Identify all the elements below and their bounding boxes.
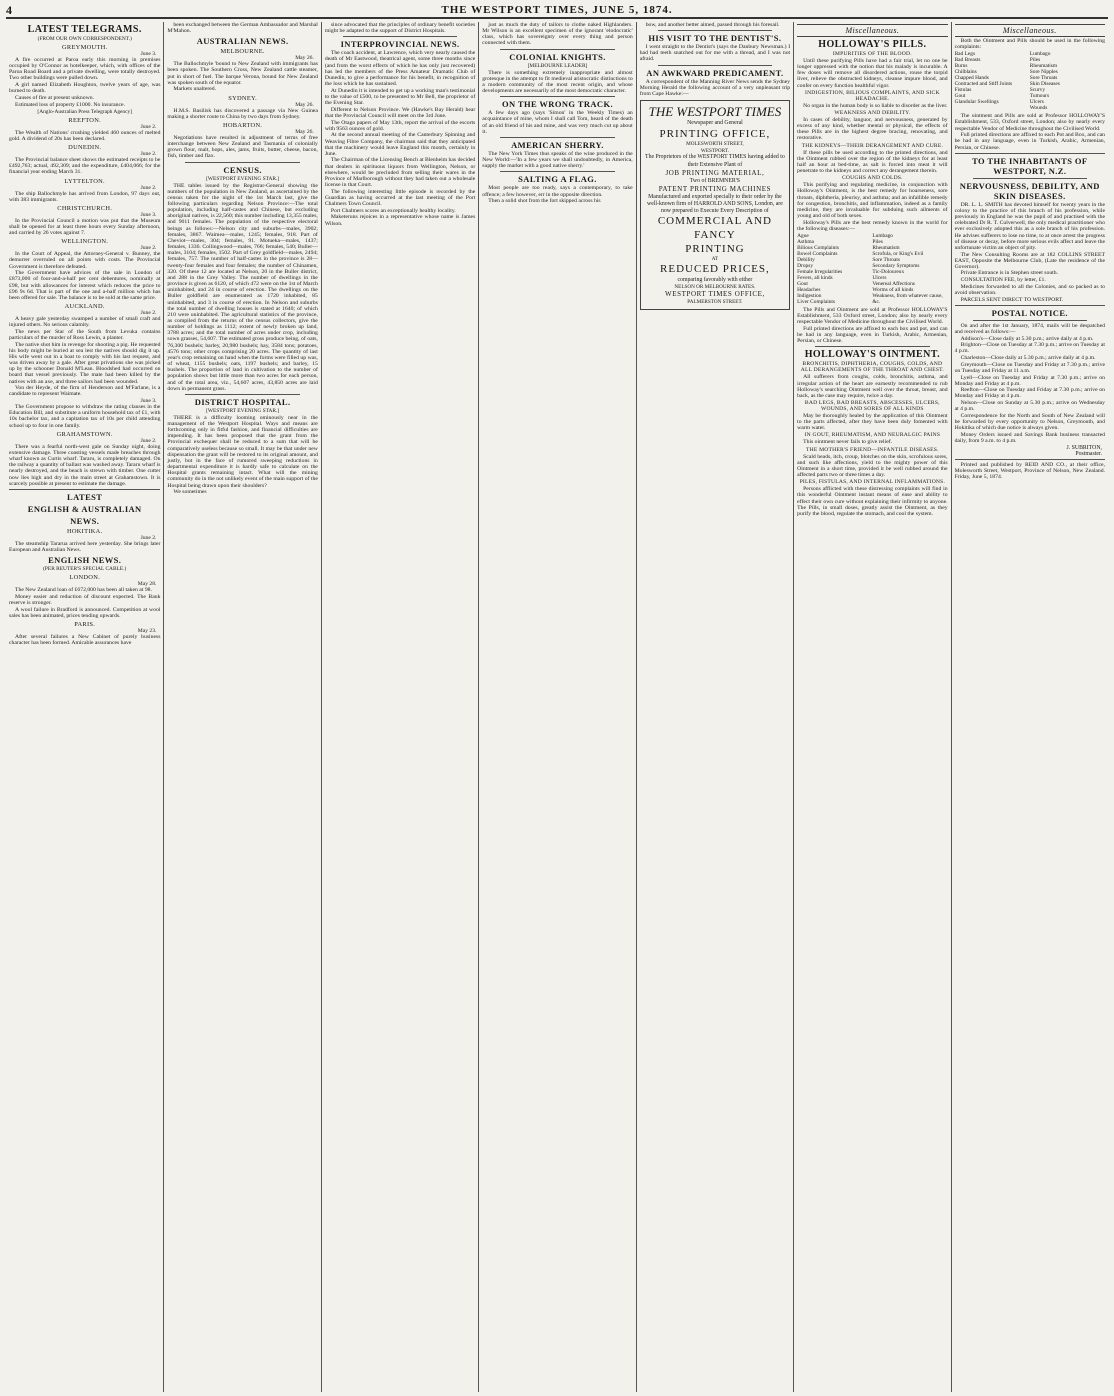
article-paragraph: The New York Times thus speaks of the wine produced in the New World:—'In a few years we shall undoubtedly, in America, supply the market with a good native sherry.' [482, 150, 633, 170]
dateline: HOBARTON. [222, 121, 263, 129]
ailment-item: Wounds [1029, 105, 1048, 112]
section-heading: ENGLISH NEWS. [48, 555, 122, 566]
ailment-item: Ulcers [872, 274, 887, 281]
article-paragraph: A heavy gale yesterday swamped a number of small craft and injured others. No serious calamity. [9, 316, 161, 329]
article-paragraph: The New Consulting Rooms are at 182 COLLINS STREET EAST, Opposite the Melbourne Club, (Late the residence of the Governor). [954, 251, 1105, 270]
signature-line: J. SUBRITON, [1066, 444, 1102, 451]
ailment-item: Rheumatism [1029, 63, 1058, 70]
dateline: LYTTELTON. [64, 177, 105, 185]
dateline: AUCKLAND. [64, 303, 105, 311]
source-line: [WESTPORT EVENING STAR.] [206, 407, 280, 414]
article-paragraph: Money easier and reduction of discount expected. The Bank reserve is stronger. [9, 593, 161, 606]
article-paragraph: H.M.S. Basilisk has discovered a passage via New Guinea making a shorter route to China by two days from Sydney. [167, 107, 318, 120]
ailment-item: Female Irregularities [797, 268, 843, 275]
article-paragraph: just as much the duty of tailors to clothe naked Highlanders. Mr Wilson is an excellent specimen of the ignorant 'elodocratic' class, which has sovereignty over every thing and person connected with them. [482, 22, 633, 47]
ailment-item: Headaches [797, 286, 821, 293]
article-paragraph: Greymouth—Close on Tuesday and Friday at 7.30 p.m.; arrive on Tuesday and Friday at 11 a.m. [954, 361, 1105, 374]
article-paragraph: CONSULTATION FEE, by letter, £1. [960, 277, 1046, 284]
advertisement-line: Two of BREMNER'S [689, 177, 741, 184]
ailment-item: Sore Nipples [1029, 69, 1058, 76]
date-line: May 26. [295, 55, 314, 62]
article-paragraph: Brighton—Close on Tuesday at 7.30 p.m.; arrive on Tuesday at 4 p.m. [954, 342, 1105, 355]
column-1 [6, 22, 163, 1392]
article-paragraph: All sufferers from coughs, colds, bronchitis, asthma, and irregular action of the heart are earnestly recommended to rub Holloway's searching Ointment well over the throat, breast, and back, as the case may require, twice a day. [797, 374, 948, 399]
ailment-list [955, 51, 1105, 111]
divider-rule [9, 489, 160, 490]
advertisement-line: JOB PRINTING MATERIAL, [665, 168, 765, 177]
article-paragraph: The Ballochmyle 'bound to New Zealand with immigrants has been spoken. The Southern Cross, New Zealand cattle steamer, put in short of fuel. The barque Verona, bound for New Zealand was spoken south of the equator. [167, 61, 318, 86]
advertisement-line: The Proprietors of the WESTPORT TIMES having added to their Extensive Plant of [645, 154, 785, 168]
ailment-item: Dropsy [797, 262, 814, 269]
advertisement-line: MOLESWORTH STREET, [686, 141, 744, 148]
ailment-item: Fistulas [954, 87, 972, 94]
ailment-list-column [955, 51, 1030, 111]
ailment-item: Ulcers [1029, 99, 1044, 106]
divider-rule [500, 96, 614, 97]
section-heading: Miscellaneous. [955, 24, 1105, 37]
source-line: [WESTPORT EVENING STAR.] [206, 175, 280, 182]
dateline: CHRISTCHURCH. [57, 204, 113, 212]
article-paragraph: The following interesting little episode is recorded by the Guardian as having occurred at the last meeting of the Port Chalmers Town Council. [324, 188, 476, 208]
article-paragraph: The Government have advices of the sale in London of £873,000 of four-and-a-half per cent debentures, nominally at £98, but with allowances for interest which reduces the price to £96 9s 6d. That is part of the one and a-half million which has been offered for sale. The balance is to be sold at the same price. [9, 270, 161, 301]
article-paragraph: At the second annual meeting of the Canterbury Spinning and Weaving Fibre Company, the chairman said that they anticipated that the machinery would leave England this month, certainly in June. [324, 132, 476, 157]
article-paragraph: Until these purifying Pills have had a fair trial, let no one be longer oppressed with the notion that his malady is incurable. A few doses will remove all disordered actions, rouse the torpid liver, relieve the obstructed kidneys, cleanse impure blood, and confer on every function healthful vigor. [797, 58, 948, 89]
date-line: June 2. [140, 184, 157, 191]
section-heading: LATEST TELEGRAMS. [27, 24, 142, 35]
article-paragraph: A few days ago (says 'Simon' in the Weekly Times) an acquaintance of mine, whom I shall call Tom, heard of the death of an old friend of his and mine, and was very much cut up about it. [482, 110, 633, 135]
article-paragraph: In the Provincial Council a motion was put that the Museum shall be opened for at least three hours every Sunday afternoon, and carried by 26 votes against 7. [9, 217, 161, 237]
divider-rule [500, 49, 614, 50]
article-paragraph: Holloway's Pills are the best remedy known in the world for the following diseases:— [797, 219, 948, 232]
section-heading: LATEST [67, 491, 103, 502]
date-line: June 2. [140, 310, 157, 317]
ailment-list-column [797, 233, 872, 305]
article-paragraph: Port Chalmers scores an exceptionally healthy locality. [330, 207, 456, 214]
ailment-list-column [872, 233, 947, 305]
ailment-item: Indigestion [797, 292, 822, 299]
advertisement-line: PALMERSTON STREET. [687, 299, 743, 306]
ailment-item: Skin Diseases [1029, 81, 1060, 88]
divider-rule [973, 320, 1087, 321]
ailment-item: Bowel Complaints [797, 250, 838, 257]
article-paragraph: Private Entrance is in Stephen street south. [960, 270, 1059, 277]
article-paragraph: If these pills be used according to the printed directions, and the Ointment rubbed over the region of the kidneys for at least half an hour at bed-time, as salt is forced into meat it will penetrate to the kidneys and correct any derangement therein. [797, 149, 948, 175]
divider-rule [343, 36, 457, 37]
advertisement-line: PATENT PRINTING MACHINES [658, 184, 772, 193]
page-number: 4 [6, 2, 12, 17]
article-paragraph: Most people are too ready, says a contemporary, to take offence; a few however, err in the opposite direction. [482, 185, 633, 198]
section-heading: NERVOUSNESS, DEBILITY, AND SKIN DISEASES. [959, 180, 1100, 201]
article-paragraph: Both the Ointment and Pills should be used in the following complaints: [954, 38, 1105, 51]
article-paragraph: Full printed directions are affixed to each Pot and Box, and can be had in any language, even in Turkish, Arabic, Armenian, Persian, or Chinese. [954, 132, 1105, 151]
subheading: COUGHS AND COLDS. [841, 175, 903, 182]
section-heading: AUSTRALIAN NEWS. [196, 36, 289, 47]
subheading: INDIGESTION, BILIOUS COMPLAINTS, AND SICK HEADACHE. [805, 89, 940, 102]
section-heading: AMERICAN SHERRY. [511, 139, 604, 150]
dateline: HOKITIKA. [66, 527, 103, 535]
article-paragraph: No organ in the human body is so liable to disorder as the liver. [803, 102, 948, 109]
ailment-item: Ague [797, 232, 809, 239]
article-paragraph: Persons afflicted with these distressing complaints will find in this wonderful Ointment instant means of ease and ability to effect their own cure without explaining their infirmity to anyone. The Pills, in small doses, greatly assist the Ointment, as they purify the blood, regulate the stomach, and cool the system. [797, 486, 948, 517]
article-paragraph: bow, and another better aimed, passed through his foresail. [645, 22, 780, 28]
article-paragraph: This purifying and regulating medicine, in conjunction with Holloway's Ointment, is the best remedy for hoarseness, sore throats, diphtheria, pleurisy, and asthma; and an infallible remedy for congestion, bronchitis, and inflammation, indeed as a family medicine, they are invaluable for subduing such ailments of young and old of both sexes. [797, 182, 948, 219]
dateline: LONDON. [69, 574, 101, 582]
article-paragraph: We sometimes [173, 489, 207, 496]
date-line: June 2. [140, 151, 157, 158]
article-paragraph: Money Orders issued and Savings Bank business transacted daily, from 9 a.m. to 4 p.m. [954, 431, 1105, 445]
section-heading: SALTING A FLAG. [518, 174, 597, 185]
article-paragraph: Then a solid shot from the fort skipped across his [488, 198, 601, 205]
column-4 [478, 22, 635, 1392]
advertisement-line: WESTPORT TIMES OFFICE, [665, 290, 765, 299]
signature-line: Postmaster. [1075, 450, 1102, 457]
ailment-item: Burns [954, 63, 968, 70]
article-paragraph: THERE is a difficulty looming ominously near in the management of the Westport Hospital. Ways and means are forthcoming only in fitful fashion, and financial difficulties are impending. It has been proposed that the grant from the Provincial exchequer shall be reduced to a sum that will be comparatively useless because so small. It may be that under new dispensation the grant will be restored to its original amount, and justly, but in the face of rumored sweeping reductions in departmental expenditure it is hardly safe to calculate on the Hospital grants remaining intact. What will the mining community do in the not unlikely event of the main support of the Hospital being drawn upon their shoulders? [167, 414, 318, 489]
article-paragraph: Causes of fire at present unknown. [15, 94, 94, 101]
newspaper-columns [6, 22, 1108, 1392]
dateline: REEFTON. [68, 116, 102, 124]
article-paragraph: Charleston—Close daily at 5.30 p.m.; arrive daily at 4 p.m. [960, 355, 1096, 362]
ailment-item: Worms of all kinds [872, 286, 914, 293]
ailment-item: Secondary Symptoms [872, 262, 920, 269]
article-paragraph: Nelson—Close on Sunday at 5.30 p.m.; arrive on Wednesday at 4 p.m. [954, 400, 1105, 413]
ailment-list-column [1030, 51, 1105, 111]
article-paragraph: Medicines forwarded to all the Colonies, and so packed as to avoid observation. [954, 283, 1105, 296]
section-heading: Miscellaneous. [797, 24, 947, 37]
section-heading: NEWS. [70, 515, 100, 526]
date-line: May 23. [137, 627, 157, 634]
ailment-item: Piles [872, 238, 883, 245]
source-line: [MELBOURNE LEADER] [527, 62, 588, 69]
newspaper-title: THE WESTPORT TIMES, JUNE 5, 1874. [441, 4, 673, 16]
advertisement-line: PRINTING OFFICE, [659, 127, 771, 140]
ailment-item: Sore Throats [872, 256, 900, 263]
section-heading: POSTAL NOTICE. [991, 307, 1068, 318]
article-paragraph: Von der Heyde, of the firm of Henderson and M'Farlane, is a candidate to represent Waimate. [9, 385, 161, 398]
divider-rule [973, 178, 1087, 179]
ailment-item: Bad Breasts [954, 57, 981, 64]
subheading: IN GOUT, RHEUMATISM, AND NEURALGIC PAINS [804, 432, 941, 439]
ailment-item: Piles [1029, 57, 1041, 64]
divider-rule [185, 162, 299, 163]
ailment-item: Rheumatism [872, 244, 900, 251]
printing-office-advertisement [640, 100, 790, 310]
column-6 [793, 22, 950, 1392]
article-paragraph: There was a fearful north-west gale on Sunday night, doing extensive damage. Three coasting vessels made breaches through wharf known as Curtis wharf. Tararu, is completely damaged. On the railway a quantity of ballast was washed away. Tararu wharf is nearly destroyed, and the beach is strewn with timber. One cutter now lies high and dry in the main street at Grahamstown. It is scarcely possible at present to estimate the damage. [9, 443, 161, 487]
ailment-item: Glandular Swellings [954, 99, 999, 106]
advertisement-line: comparing favorably with either [677, 276, 753, 283]
source-line: (PER REUTER'S SPECIAL CABLE.) [43, 566, 127, 573]
article-paragraph: The Provincial balance sheet shows the estimated receipts to be £492,763; actual, 492,309; and the expenditure, £404,066; for the financial year ending March 31. [9, 157, 161, 176]
dateline: GRAHAMSTOWN. [56, 430, 113, 438]
article-paragraph: Reefton—Close on Tuesday and Friday at 7.30 p.m.; arrive on Monday and Friday at 4 p.m. [954, 387, 1105, 400]
divider-rule [658, 65, 772, 66]
article-paragraph: A girl named Elizabeth Houghton, twelve years of age, was burned to death. [9, 82, 161, 95]
ailment-item: Gout [797, 280, 808, 287]
ailment-item: Liver Complaints [797, 298, 836, 305]
ailment-item: Bad Legs [954, 51, 976, 58]
date-line: June 2. [140, 245, 157, 252]
date-line: May 26. [295, 101, 314, 108]
article-paragraph: The news per Star of the South from Levuka contains particulars of the murder of Ross Lewin, a planter. [9, 328, 161, 342]
dateline: DUNEDIN. [68, 144, 102, 152]
ailment-item: Scrofula, or King's Evil [872, 250, 924, 257]
divider-rule [658, 30, 772, 31]
section-heading: COLONIAL KNIGHTS. [509, 51, 606, 62]
date-line: June 2. [140, 534, 157, 541]
section-heading: ON THE WRONG TRACK. [501, 99, 614, 110]
divider-rule [185, 394, 299, 395]
article-paragraph: Maketeruns rejoices in a representative whose name is James Wilson. [324, 214, 476, 227]
article-paragraph: Scald heads, itch, croup, blotches on the skin, scrofulous sores, and such like affections, yield to the mighty power of this Ointment in a short time, provided it be well rubbed around the affected parts two or three times a day. [797, 453, 948, 479]
article-paragraph: Addison's—Close daily at 5.30 p.m.; arrive daily at 4 p.m. [960, 335, 1094, 342]
advertisement-line: AT [711, 256, 719, 263]
section-heading: ENGLISH & AUSTRALIAN [27, 503, 142, 514]
article-paragraph: Printed and published by REID AND CO., at their office, Molesworth Street, Westport, Province of Nelson, New Zealand. Friday, June 5, 1874. [954, 461, 1105, 481]
advertisement-line: NELSON OR MELBOURNE RATES. [674, 283, 756, 290]
article-paragraph: The New Zealand loan of £672,000 has been all taken at 98. [15, 587, 152, 594]
article-paragraph: After several failures a New Cabinet of purely business character has been formed. Amicable assurances have [9, 633, 161, 647]
article-paragraph: The Wealth of Nations' crushing yielded 460 ounces of melted gold. A dividend of 20s has been declared. [9, 129, 161, 142]
divider-rule [815, 346, 929, 347]
article-paragraph: A fire occurred at Paroa early this morning in premises occupied by O'Connor as hotelkeeper, which, with offices of the Paroa Road Board and a private dwelling, were totally destroyed. Two other buildings were pulled down. [9, 57, 161, 82]
ailment-item: Asthma [797, 238, 814, 245]
ailment-item: Sore Throats [1029, 75, 1058, 82]
ailment-item: Fevers, all kinds [797, 274, 833, 281]
advertisement-line: COMMERCIAL AND FANCY [657, 215, 772, 241]
date-line: June 3. [140, 398, 157, 405]
date-line: May 28. [137, 581, 157, 588]
ailment-item: Gout [954, 93, 966, 100]
column-7 [951, 22, 1108, 1392]
advertisement-line: REDUCED PRICES, [660, 262, 770, 275]
date-line: June 2. [140, 123, 157, 130]
section-heading: HIS VISIT TO THE DENTIST'S. [648, 33, 782, 44]
date-line: June 3. [140, 211, 157, 218]
article-paragraph: THE tables issued by the Registrar-General showing the numbers of the population in New Zealand, as ascertained by the census taken for the night of the 1st March last, give the following particulars regarding Nelson Province:—The total population, including half-castes and Chinese, but excluding aboriginal natives, is 22,560; this number including 13,355 males, and 9011 females. The population of the respective electoral beings as follows:—Nelson city and suburbs—males, 3902; females, 3867. Waimea—males, 1245; females, 918. Part of Cheviot—males, 304; females, 91. Motueka—males, 1437; females, 1336. Collingwood—males, 766; females, 540; Buller—males, 3104; females, 1502. Part of Grey goldfield—males, 2494; females, 757. The number of half-castes in the province is 28—twenty-four females and four females; the number of Chinamen, 320. Of these 12 are located at Nelson, 20 in the Buller district, and 288 in the Grey Valley. The number of dwellings in the province is given as 6120, of which 472 were on the 1st of March uninhabited, and 24 in course of erection. The dwellings on the Buller goldfield are enumerated as 1720 inhabited, 85 uninhabited, and 3 in course of erection. In Nelson and suburbs the total number of dwelling houses is stated at 1640; of which 210 were uninhabited. The agricultural statistics of the province, as compiled from the returns of the census collectors, give the number of holdings as 1112; extent of newly broken up land, 3788 acres; and the total number of acres under crop, including sown grasses, 54,607. The estimated gross produce being, of oats, 76,300 bushels; barley, 20,980 bushels; hay, 3584 tons; potatoes, 4576 tons; other crops comprising 20 acres. The quantity of last year's crop remaining on hand when the forms were filled up was, of wheat, 1155 bushels; oats, 1197 bushels; and barley, 15 bushels. The proportion of land in cultivation to the number of population shows but little more than two acres for each person, and of the total area, viz., 54,607 acres, 43,850 acres are laid down in permanent grass. [167, 182, 318, 392]
section-heading: INTERPROVINCIAL NEWS. [340, 39, 460, 50]
divider-rule [955, 305, 1105, 306]
article-paragraph: The ointment and Pills are sold at Professor HOLLOWAY'S Establishment, 533, Oxford street, London; also by nearly every respectable Vendor of Medicine throughout the Civilised World. [954, 113, 1105, 132]
date-line: June 3. [140, 51, 157, 57]
ailment-item: Debility [797, 256, 815, 263]
subheading: THE MOTHER'S FRIEND—INFANTILE DISEASES. [806, 446, 939, 453]
date-line: May 26. [295, 128, 314, 135]
divider-rule [500, 137, 614, 138]
section-heading: CENSUS. [223, 164, 262, 175]
subheading: PILES, FISTULAS, AND INTERNAL INFLAMMATIONS. [799, 479, 946, 486]
article-paragraph: The coach accident, at Lawrence, which very nearly caused the death of Mr Eastwood, theatrical agent, some three months since (and from the worst effects of which he has only just recovered) has led the members of the Press Amateur Dramatic Club of Dunedin, to give a performance for his benefit, in recognition of the loss which he has sustained. [324, 50, 476, 88]
ailment-item: Chapped Hands [954, 75, 989, 82]
section-heading: DISTRICT HOSPITAL. [194, 396, 291, 407]
dateline: WELLINGTON. [61, 238, 109, 246]
dateline: SYDNEY. [228, 94, 258, 102]
article-paragraph: DR. L. L. SMITH has devoted himself for twenty years in the colony to the practice of this branch of his profession, while previously in England he was the pupil of and practised with the celebrated Dr R. T. Culverwell, the only medical practitioner who ever exclusively adopted this as a sole branch of his profession. He advises sufferers to lose no time, to at once arrest the progress of disease or decay, before more serious evils affect and leave the unfortunate victim an object of pity. [954, 201, 1105, 251]
article-paragraph: Markets unaltered. [173, 86, 217, 93]
ailment-item: Bilious Complaints [797, 244, 839, 251]
section-heading: AN AWKWARD PREDICAMENT. [646, 67, 784, 78]
subheading: BRONCHITIS, DIPHTHERIA, COUGHS, COLDS, AND ALL DERANGEMENTS OF THE THROAT AND CHEST. [800, 361, 944, 374]
article-paragraph: Negotiations have resulted in adjustment of terms of free interchange between New Zealand and Tasmania of colonially grown flour, malt, hops, ales, jams, fruits, butter, cheese, bacon, fish, timber and flax. [167, 134, 318, 160]
advertisement-line: Newspaper and General [687, 120, 743, 127]
advertisement-line: THE WESTPORT TIMES [648, 104, 782, 120]
dateline: PARIS. [74, 620, 96, 628]
article-paragraph: On and after the 1st January, 1874, mails will be despatched and received as follows:— [954, 322, 1105, 335]
article-paragraph: May be thoroughly healed by the application of this Ointment to the parts affected, after they have been duly fomented with warm water. [797, 413, 948, 432]
subheading: THE KIDNEYS—THEIR DERANGEMENT AND CURE. [801, 142, 944, 149]
article-paragraph: I went straight to the Dentist's (says the Danbury Newsman.) I had had teeth snatched out for me with a thread, and I was not afraid. [639, 44, 791, 63]
masthead [6, 3, 1108, 19]
ailment-item: Lumbago [1029, 51, 1051, 58]
source-line: (FROM OUR OWN CORRESPONDENT.) [37, 36, 132, 42]
article-paragraph: Correspondence for the North and South of New Zealand will be forwarded by every opportunity to Nelson, Greymouth, and Hokitika of which due notice is always given. [954, 412, 1105, 432]
ailment-list [797, 233, 947, 305]
column-2 [163, 22, 320, 1392]
column-3 [321, 22, 478, 1392]
article-paragraph: At Dunedin it is intended to get up a working man's testimonial to the value of £500, to be presented to Mr Bell, the proprietor of the Evening Star. [324, 87, 476, 107]
article-paragraph: The Otago papers of May 13th, report the arrival of the escorts with 9563 ounces of gold. [324, 119, 476, 132]
source-line: [Anglo-Australian Press Telegraph Agency] [37, 108, 132, 115]
article-paragraph: been exchanged between the German Ambassador and Marshal M'Mahon. [167, 22, 318, 35]
article-paragraph: There is something extremely inappropriate and almost grotesque in the attempt to fit medieval aristocratic distinctions to a modern community of the most recent origin, and whose developments are necessarily of the most democratic character. [482, 69, 633, 95]
section-heading: HOLLOWAY'S PILLS. [818, 39, 927, 50]
subheading: BAD LEGS, BAD BREASTS, ABSCESSES, ULCERS, WOUNDS, AND SORES OF ALL KINDS [804, 400, 940, 412]
article-paragraph: The Chairman of the Licensing Bench at Blenheim has decided that dealers in spirituous liquors from Wellington, Nelson, or elsewhere, would be precluded from selling their wares in the Province of Marlborough without they had taken out a wholesale license in that Court. [324, 157, 476, 189]
ailment-item: Scurvy [1029, 87, 1046, 94]
divider-rule [955, 153, 1105, 154]
article-paragraph: In the Court of Appeal, the Attorney-General v. Bunney, the demurrer overruled on all points with costs. The Provincial Government is therefore defeated. [9, 251, 161, 270]
ailment-item: Weakness, from whatever cause, &c. [872, 292, 943, 305]
ailment-item: Lumbago [872, 232, 894, 239]
article-paragraph: The Pills and Ointment are sold at Professor HOLLOWAY'S Establishment, 533 Oxford street, London; also by nearly every respectable Vendor of Medicine throughout the Civilised World. [797, 306, 948, 326]
article-paragraph: Different to Nelson Province. We (Hawke's Bay Herald) hear that the Provincial Council will meet on the 3rd June. [324, 106, 476, 119]
dateline: MELBOURNE. [220, 48, 265, 56]
subheading: IMPURITIES OF THE BLOOD. [832, 51, 912, 57]
ailment-item: Chilblains [954, 69, 977, 76]
article-paragraph: Estimated loss of property £1000. No insurance. [15, 101, 125, 108]
advertisement-line: Manufactured and exported specially to their order by the well-known firm of HARROLD AND SONS, London, are now prepared to Execute Every Description of [647, 193, 783, 214]
article-paragraph: In cases of debility, languor, and nervousness, generated by excess of any kind, whether mental or physical, the effects of these Pills are in the highest degree bracing, renovating, and restorative. [797, 116, 948, 142]
ailment-item: Contracted and Stiff Joints [954, 81, 1013, 88]
article-paragraph: This ointment never fails to give relief. [803, 439, 893, 446]
dateline: GREYMOUTH. [61, 44, 108, 51]
subheading: WEAKNESS AND DEBILITY. [834, 109, 911, 116]
article-paragraph: Lyell—Close on Tuesday and Friday at 7.30 p.m.; arrive on Monday and Friday at 4 p.m. [954, 374, 1105, 387]
advertisement-line: PRINTING [685, 242, 745, 255]
advertisement-line: WESTPORT. [700, 147, 729, 154]
divider-rule [955, 459, 1105, 460]
article-paragraph: The Government propose to withdraw the rating clauses in the Education Bill, and substitute a uniform household tax of £1, with 10s bachelor tax, and a capitation tax of 10s per child attending school up to four in one family. [9, 404, 161, 429]
ailment-item: Venereal Affections [872, 280, 915, 287]
section-heading: TO THE INHABITANTS OF WESTPORT, N.Z. [972, 155, 1088, 176]
article-paragraph: A correspondent of the Manning River News sends the Sydney Morning Herald the following account of a very unpleasant trip from Cape Hawke:— [639, 78, 791, 97]
article-paragraph: The steamship Tararua arrived here yesterday. She brings later European and Australian News. [9, 540, 161, 553]
article-paragraph: since advocated that the principles of ordinary benefit societies might be adapted to the support of District Hospitals. [324, 22, 476, 35]
divider-rule [500, 171, 614, 172]
article-paragraph: PARCELS SENT DIRECT TO WESTPORT. [960, 296, 1064, 303]
date-line: June 2. [140, 437, 157, 444]
article-paragraph: Full printed directions are affixed to each box and pot, and can be had in any language, even in Turkish, Arabic, Armenian, Persian, or Chinese. [797, 325, 948, 345]
article-paragraph: A wool failure in Bradford is announced. Competition at wool sales has been animated, prices tending upwards. [9, 606, 161, 619]
ailment-item: Tic-Doloureux [872, 268, 905, 275]
section-heading: HOLLOWAY'S OINTMENT. [804, 349, 940, 361]
column-5 [636, 22, 793, 1392]
article-paragraph: The ship Ballochmyle has arrived from London, 97 days out, with 383 immigrants. [9, 190, 161, 203]
ailment-item: Tumours [1029, 93, 1050, 100]
article-paragraph: The native shot him in revenge for shooting a pig. He requested his body might be buried at sea lest the natives should dig it up. His wife went out in a boat to comply with his last request, and was driven away by a gale. After great privations she was picked up by the schooner Donald M'Lean. Bloodshed had occurred on board that vessel previously. The mate had been killed by the natives with an axe, and three sailors had been wounded. [9, 341, 161, 385]
